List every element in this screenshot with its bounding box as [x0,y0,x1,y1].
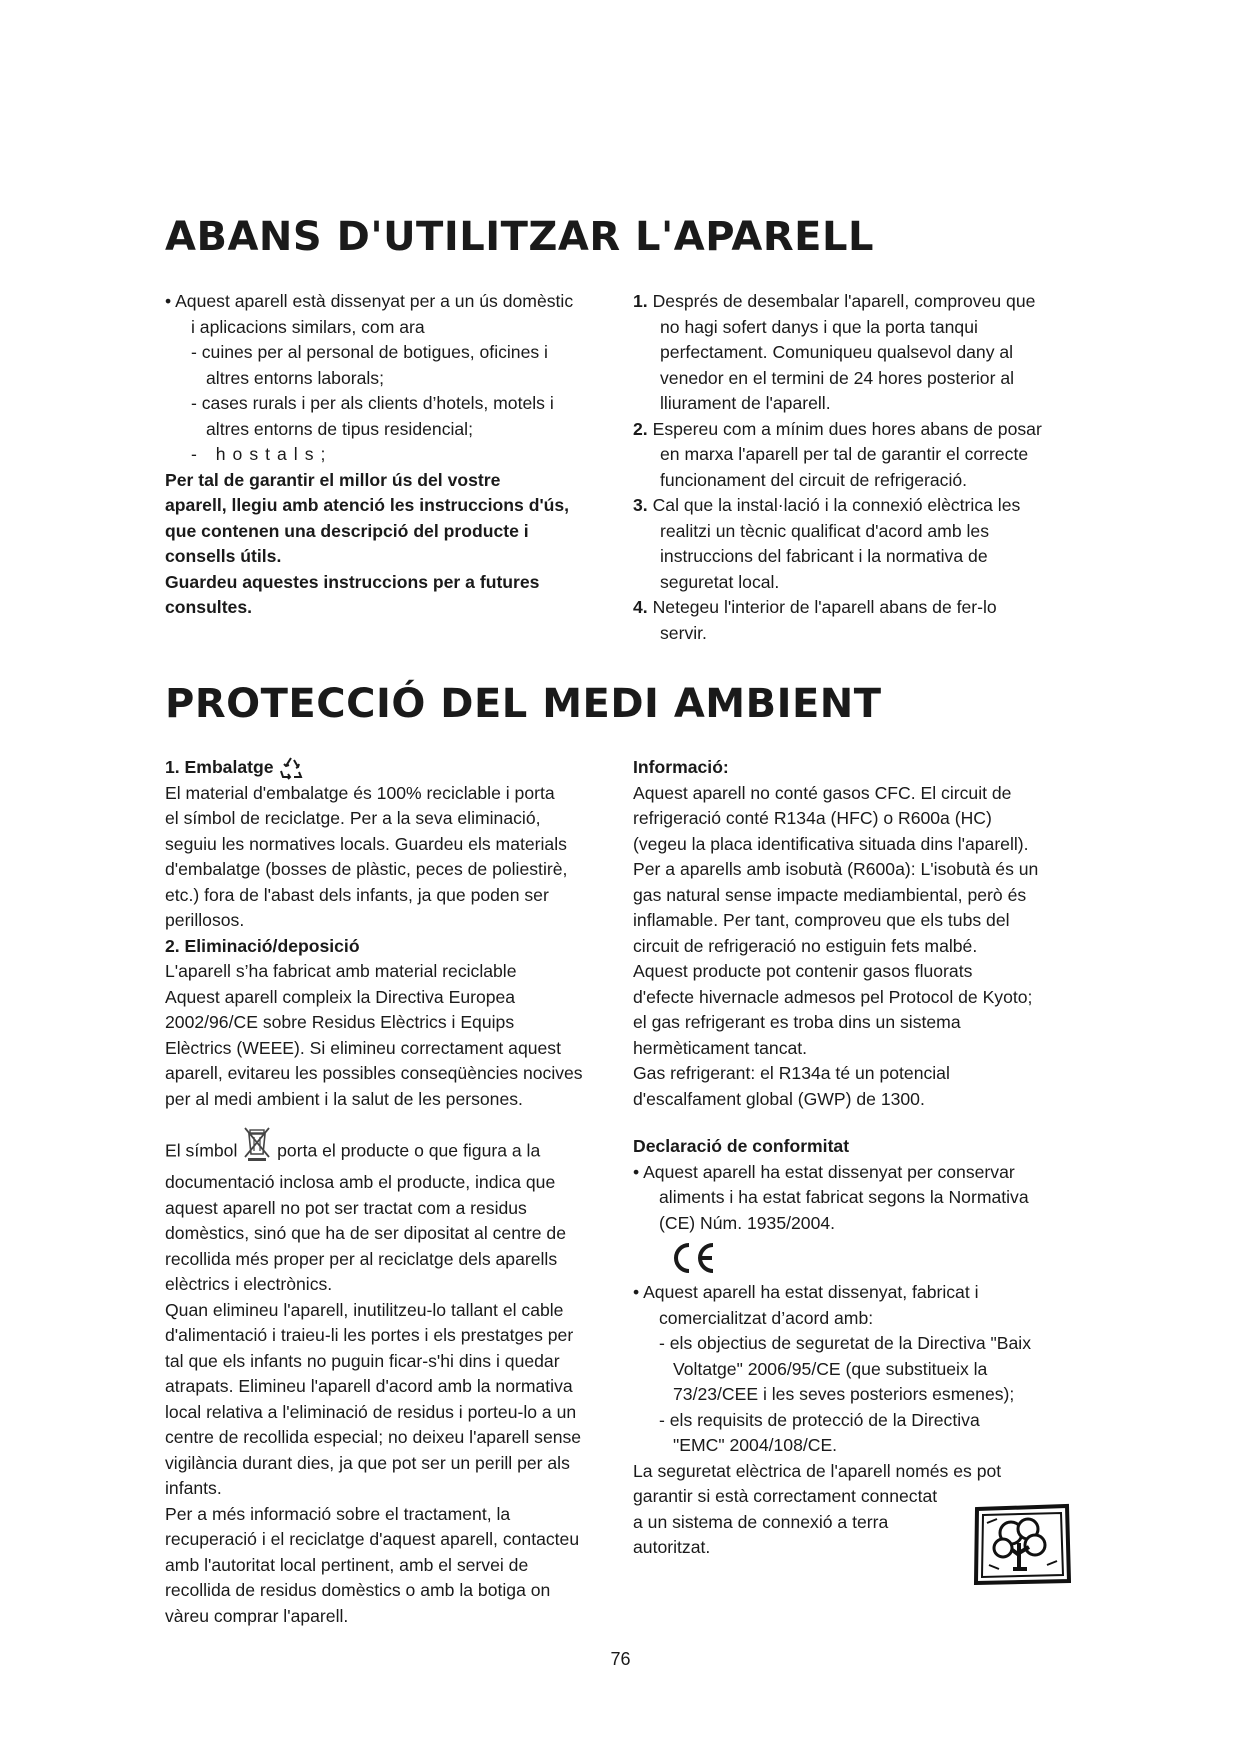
item-text: realitzi un tècnic qualificat d'acord amb les [660,520,990,541]
numbered-item-1 [633,289,1093,417]
item-number: 1. [633,291,648,311]
bold-notice: Per tal de garantir el millor ús del vostre [165,469,501,490]
information-text: (vegeu la placa identificativa situada dins l'aparell). [633,833,1029,854]
packaging-text: perillosos. [165,910,245,930]
numbered-item-3 [633,493,1093,595]
information-heading: Informació: [633,757,729,777]
usage-sub-item-cont: altres entorns laborals; [206,367,384,388]
disposal-text: per al medi ambient i la salut de les persones. [165,1088,523,1109]
conformity-bullet: • Aquest aparell ha estat dissenyat, fabricat i [633,1282,979,1302]
weee-text: d'alimentació i traieu-li les portes i els prestatges per [165,1325,574,1345]
weee-text: centre de recollida especial; no deixeu l'aparell sense [165,1427,582,1447]
item-number: 3. [633,495,648,515]
usage-sub-item: - cuines per al personal de botigues, oficines i [191,342,548,362]
weee-text: tal que els infants no puguin ficar-s'hi dins i quedar [165,1350,560,1371]
disposal-text: 2002/96/CE sobre Residus Elèctrics i Equips [165,1012,515,1032]
directive-item-cont: Voltatge" 2006/95/CE (que substitueix la [673,1358,988,1379]
usage-bullet: • Aquest aparell està dissenyat per a un ús domèstic [165,291,574,311]
information-text: d'escalfament global (GWP) de 1300. [633,1088,925,1109]
weee-text: atrapats. Elimineu l'aparell d'acord amb la normativa [165,1376,573,1396]
conformity-bullet-cont: comercialitzat d’acord amb: [659,1307,874,1328]
item-text: venedor en el termini de 24 hores posterior al [660,367,1015,388]
weee-text: Per a més informació sobre el tractament, la [165,1503,511,1524]
disposal-heading: 2. Eliminació/deposició [165,935,360,956]
disposal-text: aparell, evitareu les possibles conseqüències nocives [165,1063,583,1083]
packaging-text: d'embalatge (bosses de plàstic, peces de poliestirè, [165,859,568,879]
weee-text: porta el producte o que figura a la [277,1140,541,1161]
weee-text: recuperació i el reciclatge d'aquest aparell, contacteu [165,1529,580,1549]
disposal-text: Aquest aparell compleix la Directiva Europea [165,986,516,1007]
item-text: perfectament. Comuniqueu qualsevol dany al [660,342,1014,362]
ce-mark-svg [669,1240,717,1276]
information-text: Aquest producte pot contenir gasos fluorats [633,961,973,981]
item-text: Espereu com a mínim dues hores abans de posar [652,418,1042,439]
ce-mark-icon [633,1236,1083,1280]
weee-bin-icon [242,1133,277,1153]
numbered-item-2 [633,417,1093,494]
item-text: Netegeu l'interior de l'aparell abans de fer-lo [652,597,997,617]
item-text: servir. [660,622,707,643]
usage-sub-item-cont: altres entorns de tipus residencial; [206,418,473,439]
conformity-bullet-cont: aliments i ha estat fabricat segons la Normativa [659,1187,1029,1207]
bold-notice: aparell, llegiu amb atenció les instruccions d'ús, [165,495,570,515]
weee-text: Quan elimineu l'aparell, inutilitzeu-lo tallant el cable [165,1299,564,1320]
safety-text: a un sistema de connexió a terra [633,1511,889,1532]
bold-notice: consells útils. [165,546,282,566]
usage-bullet-cont: i aplicacions similars, com ara [191,316,425,337]
section-title-before-use: ABANS D'UTILITZAR L'APARELL [165,214,874,260]
weee-text: vigilància durant dies, ja que pot ser un perill per als [165,1452,570,1473]
information-text: Gas refrigerant: el R134a té un potencial [633,1063,950,1083]
page-number: 76 [610,1649,631,1669]
packaging-text: seguiu les normatives locals. Guardeu els materials [165,833,567,854]
before-use-numbered-list [633,289,1093,646]
numbered-item-4 [633,595,1093,646]
information-text: inflamable. Per tant, comproveu que els tubs del [633,910,1010,930]
weee-text: recollida més proper per al reciclatge dels aparells [165,1248,558,1269]
environment-left-column [165,755,615,1629]
information-text: Aquest aparell no conté gasos CFC. El circuit de [633,782,1012,803]
disposal-text: Elèctrics (WEEE). Si elimineu correctament aquest [165,1037,561,1058]
packaging-text: El material d'embalatge és 100% reciclable i porta [165,782,555,803]
bold-notice: consultes. [165,597,253,617]
before-use-left-column [165,289,605,621]
weee-text: infants. [165,1478,222,1498]
safety-text: garantir si està correctament connectat [633,1486,938,1506]
item-text: Cal que la instal·lació i la connexió elèctrica les [652,495,1021,515]
packaging-heading [165,755,615,781]
information-text: d'efecte hivernacle admesos pel Protocol de Kyoto; [633,986,1033,1007]
item-text: lliurament de l'aparell. [660,393,831,413]
information-text: circuit de refrigeració no estiguin fets malbé. [633,935,978,956]
directive-item: - els requisits de protecció de la Directiva [659,1409,980,1430]
item-text: instruccions del fabricant i la normativa de [660,546,988,566]
weee-text: El símbol [165,1140,238,1161]
usage-sub-item: - hostals; [191,444,333,464]
directive-item-cont: "EMC" 2004/108/CE. [673,1435,838,1455]
packaging-text: el símbol de reciclatge. Per a la seva eliminació, [165,808,541,828]
weee-symbol-line [165,1134,615,1170]
recycle-icon [278,757,304,777]
information-text: hermèticament tancat. [633,1037,808,1058]
weee-text: amb l'autoritat local pertinent, amb el servei de [165,1554,529,1575]
item-text: Després de desembalar l'aparell, comproveu que [652,291,1036,311]
bold-notice: Guardeu aquestes instruccions per a futures [165,571,540,592]
weee-text: local relativa a l'eliminació de residus i porteu-lo a un [165,1401,577,1422]
usage-sub-item: - cases rurals i per als clients d’hotels, motels i [191,393,554,413]
item-text: no hagi sofert danys i que la porta tanqui [660,316,978,337]
information-text: el gas refrigerant es troba dins un sistema [633,1012,961,1032]
packaging-heading-text: 1. Embalatge [165,757,274,777]
environment-right-column [633,755,1083,1561]
item-text: funcionament del circuit de refrigeració. [660,469,968,490]
weee-text: domèstics, sinó que ha de ser dipositat al centre de [165,1223,566,1243]
information-text: gas natural sense impacte mediambiental, però és [633,884,1027,905]
packaging-text: etc.) fora de l'abast dels infants, ja que poden ser [165,884,549,905]
conformity-bullet: • Aquest aparell ha estat dissenyat per conservar [633,1161,1015,1182]
information-text: refrigeració conté R134a (HFC) o R600a (HC) [633,808,992,828]
bold-notice: que contenen una descripció del producte i [165,520,529,541]
weee-text: recollida de residus domèstics o amb la botiga on [165,1580,551,1600]
item-text: seguretat local. [660,571,780,592]
weee-text: documentació inclosa amb el producte, indica que [165,1172,556,1192]
disposal-text: L'aparell s’ha fabricat amb material reciclable [165,961,517,981]
section-title-environment: PROTECCIÓ DEL MEDI AMBIENT [165,681,882,727]
directive-item-cont: 73/23/CEE i les seves posteriors esmenes); [673,1384,1015,1404]
information-text: Per a aparells amb isobutà (R600a): L'isobutà és un [633,859,1039,879]
directive-item: - els objectius de seguretat de la Directiva "Baix [659,1333,1031,1353]
safety-text: La seguretat elèctrica de l'aparell només es pot [633,1460,1002,1481]
weee-text: vàreu comprar l'aparell. [165,1605,349,1626]
safety-text: autoritzat. [633,1537,711,1557]
tree-eco-icon [973,1503,1071,1585]
weee-text: aquest aparell no pot ser tractat com a residus [165,1197,527,1218]
conformity-bullet-cont: (CE) Núm. 1935/2004. [659,1212,836,1233]
item-text: en marxa l'aparell per tal de garantir el correcte [660,444,1029,464]
conformity-heading: Declaració de conformitat [633,1136,850,1156]
weee-text: elèctrics i electrònics. [165,1274,333,1294]
item-number: 2. [633,418,648,439]
item-number: 4. [633,597,648,617]
